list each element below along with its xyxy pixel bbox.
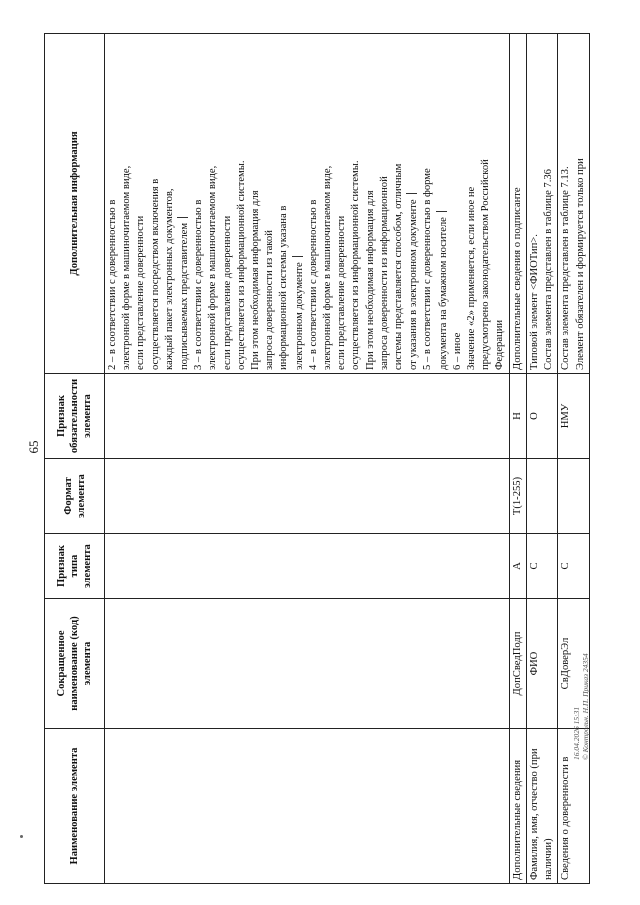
cell-mandatory: Н bbox=[509, 374, 526, 459]
stamp-line: 16.04.2026 15:31 bbox=[572, 706, 581, 760]
stamp-line: © Контрольн. Н.П. Приказ 24354 bbox=[581, 653, 590, 760]
info-line-text: от указания в электронном документе bbox=[408, 199, 420, 370]
info-line: При этом необходимая информация для bbox=[364, 190, 376, 370]
info-line bbox=[436, 37, 451, 370]
info-line: Элемент обязателен и формируется только при bbox=[574, 158, 586, 370]
cell-type: С bbox=[558, 534, 589, 599]
table-header-row bbox=[45, 34, 105, 884]
header-type: Признак типа элемента bbox=[45, 534, 105, 599]
info-line: осуществляется из информационной системы. bbox=[235, 160, 247, 370]
info-line: если представление доверенности bbox=[135, 215, 147, 370]
table-row bbox=[526, 34, 557, 884]
cell-name bbox=[105, 729, 510, 884]
info-line: системы представляется способом, отличным bbox=[393, 163, 405, 370]
cell-type: А bbox=[509, 534, 526, 599]
info-line: Состав элемента представлен в таблице 7.13. bbox=[560, 166, 572, 370]
header-format: Формат элемента bbox=[45, 459, 105, 534]
info-line: 4 – в соответствии с доверенностью в bbox=[307, 199, 319, 370]
cell-code bbox=[105, 599, 510, 729]
info-line-text: подписываемых представителем bbox=[179, 222, 191, 370]
info-line: осуществляется посредством включения в bbox=[149, 178, 161, 370]
info-line: если представление доверенности bbox=[221, 215, 233, 370]
header-mandatory: Признак обязательности элемента bbox=[45, 374, 105, 459]
info-line: 3 – в соответствии с доверенностью в bbox=[193, 199, 205, 370]
cell-name: Фамилия, имя, отчество (при наличии) bbox=[526, 729, 557, 884]
cell-mandatory bbox=[105, 374, 510, 459]
info-line: запроса доверенности из информационной bbox=[378, 176, 390, 370]
cell-format bbox=[105, 459, 510, 534]
cell-type bbox=[105, 534, 510, 599]
table-row bbox=[105, 34, 510, 884]
cell-code: СвДоверЭл bbox=[558, 599, 589, 729]
text-cursor-icon bbox=[177, 217, 188, 218]
elements-table bbox=[44, 33, 590, 884]
page-number: 65 bbox=[26, 440, 41, 454]
info-line: При этом необходимая информация для bbox=[250, 190, 262, 370]
cell-mandatory: О bbox=[526, 374, 557, 459]
info-line: осуществляется из информационной системы. bbox=[350, 160, 362, 370]
text-cursor-icon bbox=[406, 193, 417, 194]
header-name: Наименование элемента bbox=[45, 729, 105, 884]
text-cursor-icon bbox=[292, 256, 303, 257]
info-line: Состав элемента представлен в таблице 7.36 bbox=[543, 169, 555, 370]
cell-name: Сведения о доверенности в bbox=[558, 729, 589, 884]
info-line: электронной форме в машиночитаемом виде, bbox=[121, 165, 133, 370]
cell-name: Дополнительные сведения bbox=[509, 729, 526, 884]
info-line bbox=[177, 37, 192, 370]
cell-format bbox=[558, 459, 589, 534]
cell-info-values bbox=[105, 34, 510, 374]
info-line: каждый пакет электронных документов, bbox=[163, 188, 175, 370]
info-line bbox=[406, 37, 421, 370]
cell-format: T(1-255) bbox=[509, 459, 526, 534]
print-stamp bbox=[572, 620, 602, 760]
table-row bbox=[509, 34, 526, 884]
info-line bbox=[292, 37, 307, 370]
info-line: если представление доверенности bbox=[336, 215, 348, 370]
info-line-text: документа на бумажном носителе bbox=[437, 217, 449, 370]
info-line: 2 – в соответствии с доверенностью в bbox=[107, 199, 118, 370]
info-line: запроса доверенности из такой bbox=[264, 230, 276, 370]
cell-info bbox=[526, 34, 557, 374]
cell-code: ФИО bbox=[526, 599, 557, 729]
info-line: информационной системы указана в bbox=[278, 205, 290, 370]
cell-code: ДопСведПодп bbox=[509, 599, 526, 729]
cell-info bbox=[558, 34, 589, 374]
info-line: Типовой элемент <ФИОТип>. bbox=[528, 234, 540, 370]
rotated-table-container bbox=[44, 34, 589, 884]
cell-format bbox=[526, 459, 557, 534]
header-code: Сокращенное наименование (код) элемента bbox=[45, 599, 105, 729]
header-info: Дополнительная информация bbox=[45, 34, 105, 374]
info-line: Федерации bbox=[494, 319, 506, 370]
margin-dot-icon bbox=[20, 835, 23, 838]
info-line: Значение «2» применяется, если иное не bbox=[466, 186, 478, 370]
cell-type: С bbox=[526, 534, 557, 599]
info-line: 5 – в соответствии с доверенностью в форме bbox=[422, 168, 434, 370]
info-line: электронной форме в машиночитаемом виде, bbox=[207, 165, 219, 370]
cell-mandatory: НМУ bbox=[558, 374, 589, 459]
info-line: 6 – иное bbox=[451, 332, 463, 370]
info-line: предусмотрено законодательством Российской bbox=[480, 159, 492, 370]
info-line: электронной форме в машиночитаемом виде, bbox=[322, 165, 334, 370]
info-line-text: электронном документе bbox=[293, 262, 305, 370]
text-cursor-icon bbox=[436, 211, 447, 212]
cell-info: Дополнительные сведения о подписанте bbox=[509, 34, 526, 374]
